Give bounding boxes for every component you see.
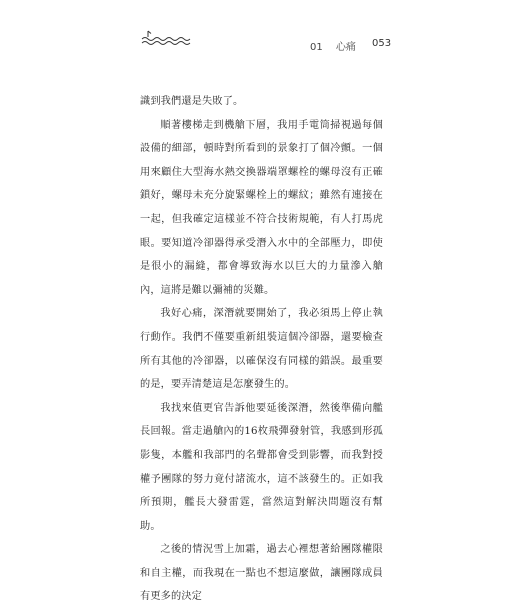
paragraph: 順著樓梯走到機艙下層，我用手電筒掃視過每個設備的細部，頓時對所看到的景象打了個冷顫。一個用來顧住大型海水熱交換器端罩螺栓的螺母沒有正確鎖好，螺母未充分旋緊螺栓上的螺紋；雖然有連接在一起，但我確定這樣並不符合技術規範，有人打馬虎眼。要知道冷卻器得承受潛入水中的全部壓力，即使是很小的漏縫，都會導致海水以巨大的力量滲入艙內，這將是難以彌補的災難。 [140,119,383,296]
paragraph: 我好心痛，深潛就要開始了，我必須馬上停止執行動作。我們不僅要重新組裝這個冷卻器，還要檢查所有其他的冷卻器，以確保沒有同樣的錯誤。最重要的是，要弄清楚這是怎麼發生的。 [140,308,383,391]
page-number: 053 [372,38,392,49]
paragraph: 之後的情況雪上加霜，過去心裡想著給團隊權限和自主權，而我現在一點也不想這麼做，讓團隊成員有更多的決定 [140,544,383,603]
chapter-number: 01 [310,42,323,53]
chapter-title: 心痛 [335,42,356,53]
chapter-label [310,38,356,53]
body-text [140,90,383,609]
paragraph: 我找來值更官告訴他要延後深潛，然後準備向艦長回報。當走過艙內的16枚飛彈發射管，我感到形孤影隻，本艦和我部門的名聲都會受到影響，而我對授權予團隊的努力竟付諸流水，這不該發生的。正如我所預期，艦長大發雷霆，當然這對解決問題沒有幫助。 [140,402,383,532]
paragraph: 識到我們還是失敗了。 [140,96,244,107]
wave-logo-icon [140,28,200,48]
